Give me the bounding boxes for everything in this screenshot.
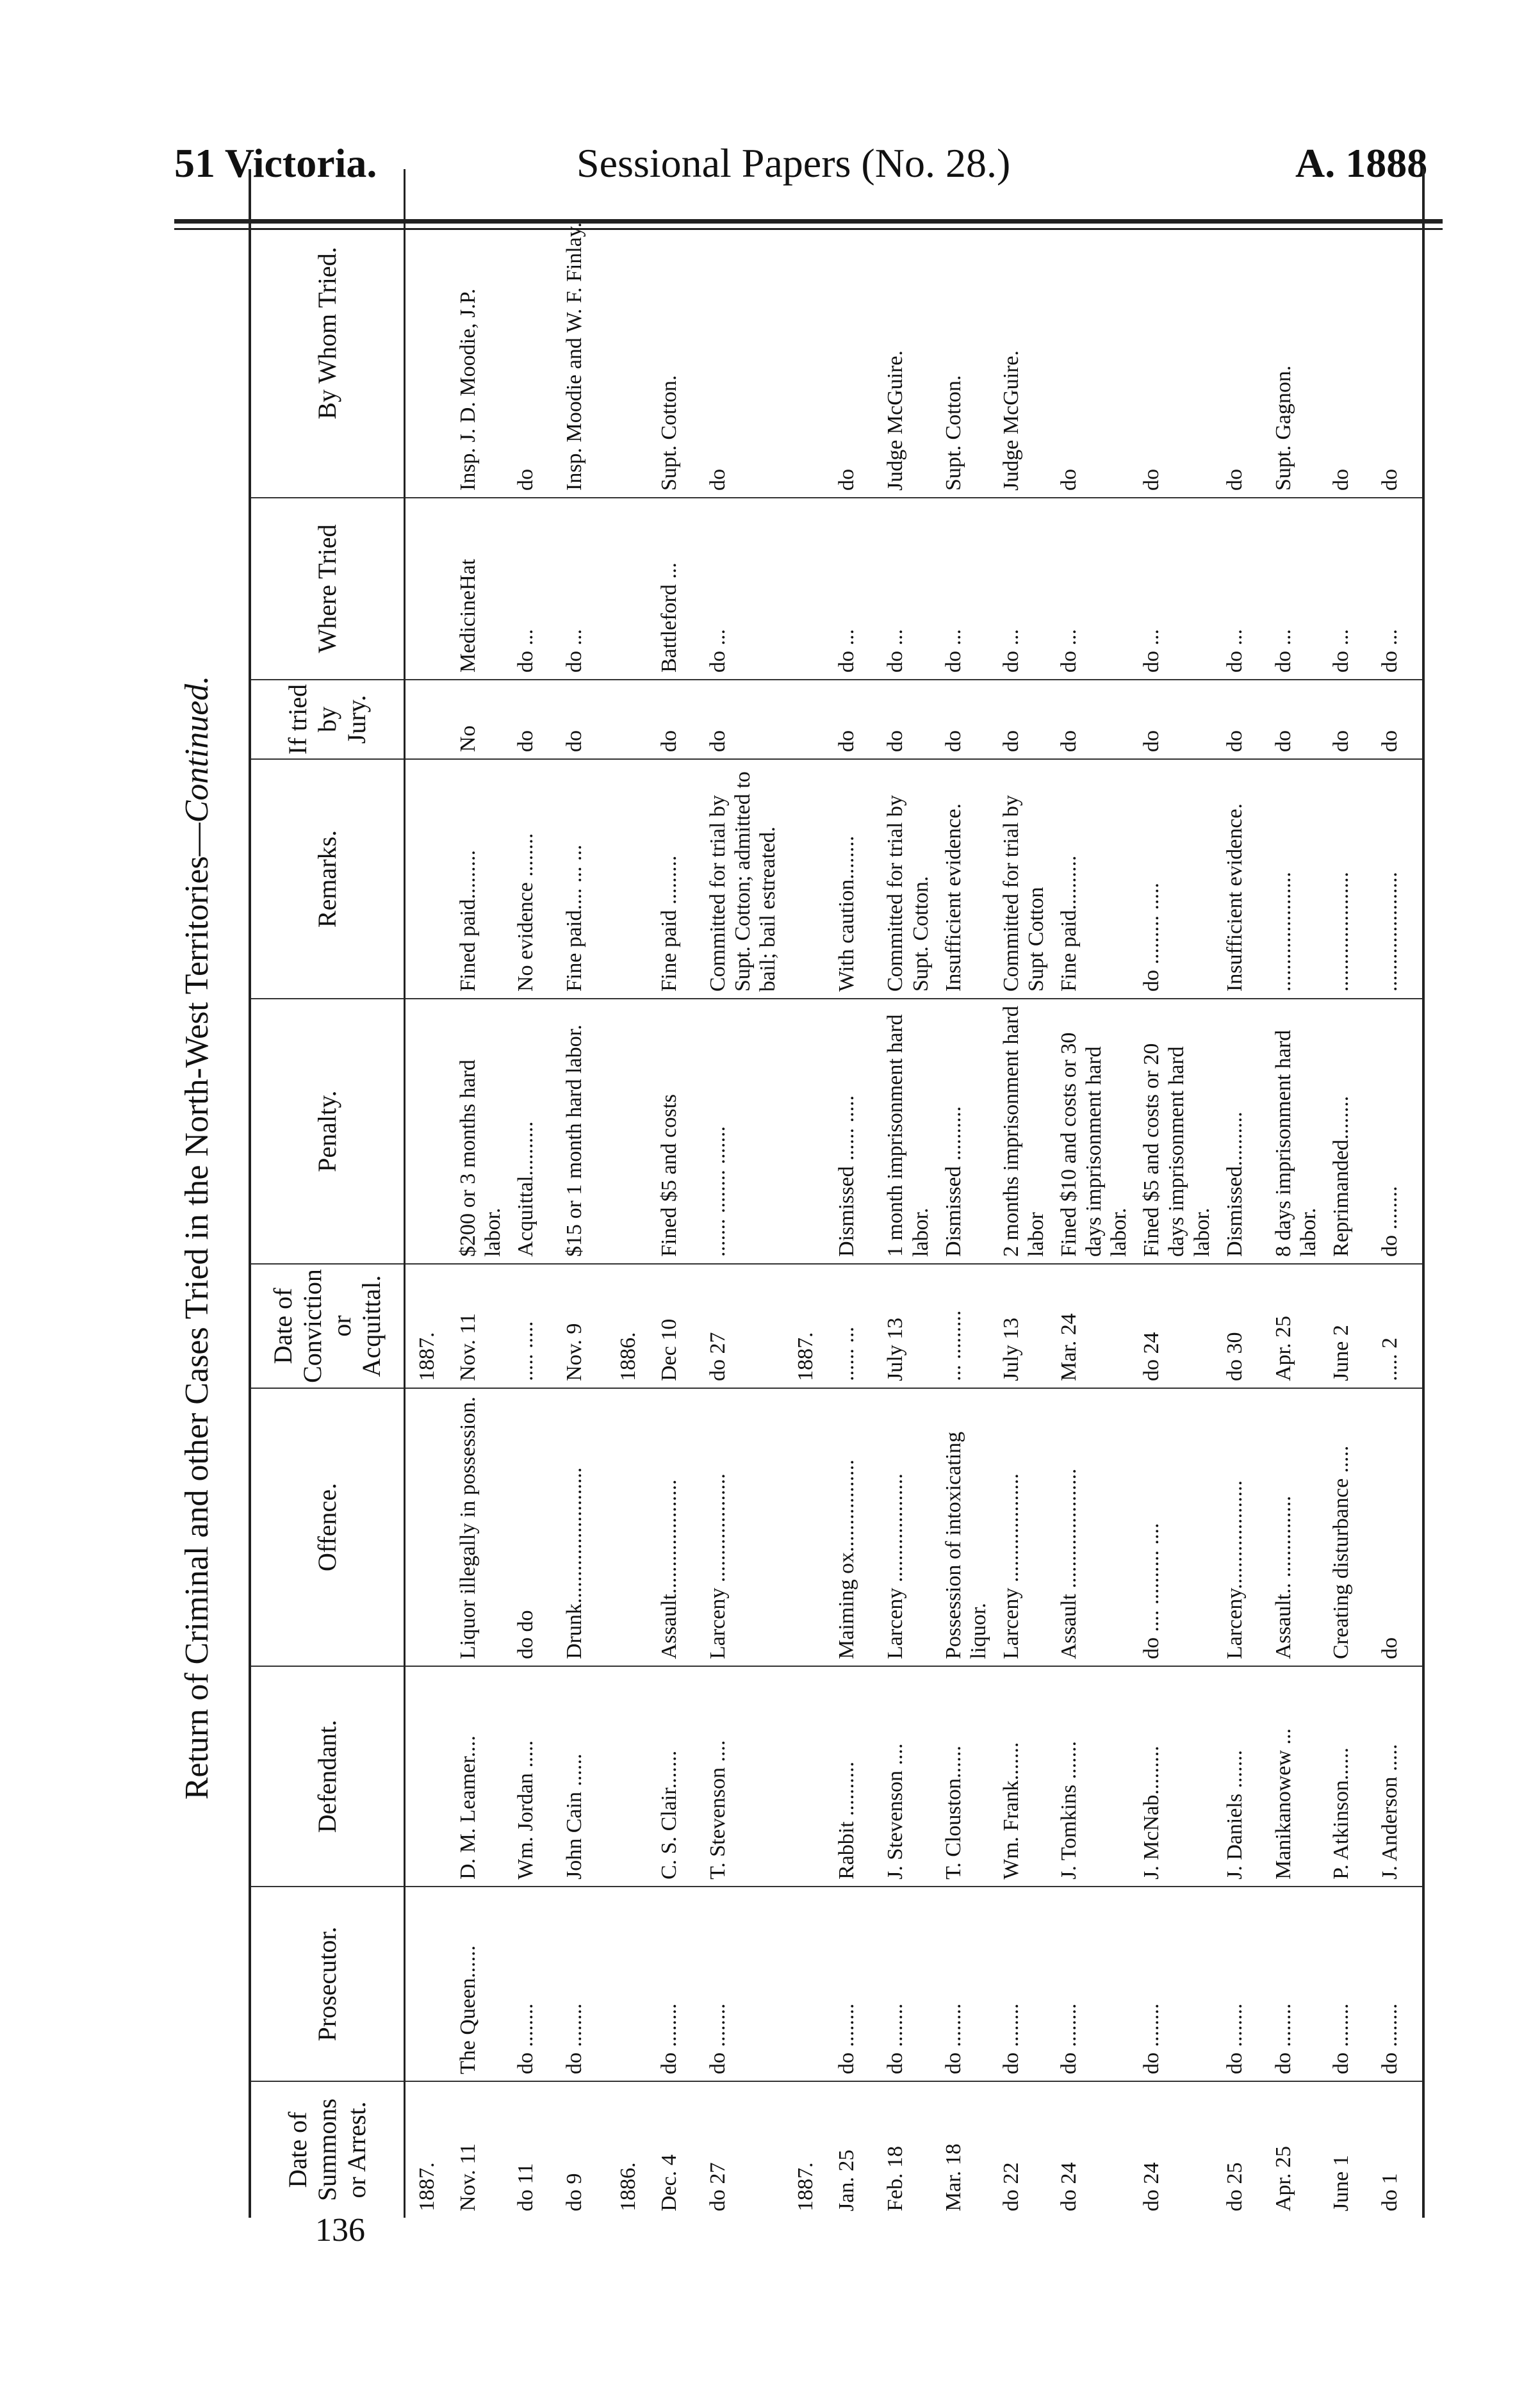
cell-defendant	[607, 1666, 653, 1887]
cell-prosecutor: do ........	[879, 1887, 937, 2081]
cell-conviction-date: Apr. 25	[1267, 1264, 1325, 1388]
table-row	[1267, 169, 1325, 2218]
col-header-where-tried: Where Tried	[250, 498, 405, 680]
cell-by-whom: do	[1140, 469, 1164, 491]
table-row	[653, 169, 701, 2218]
cell-offence: Liquor illegally in possession.	[452, 1388, 509, 1666]
cell-penalty: Fined $10 and costs or 30 days imprisonment hard labor.	[1053, 999, 1135, 1264]
table-row	[830, 169, 879, 2218]
cell-jury: do	[1325, 680, 1373, 759]
cell-penalty: Acquittal..........	[509, 999, 558, 1264]
cell-remarks: No evidence ........	[509, 759, 558, 999]
cell-conviction-date: ...... ...	[830, 1264, 879, 1388]
cell-where-tried: do ...	[1053, 498, 1135, 680]
cell-jury: do	[701, 680, 784, 759]
cell-offence: Assault.. ...............	[1267, 1388, 1325, 1666]
cell-offence	[607, 1388, 653, 1666]
cell-jury: do	[1218, 680, 1267, 759]
cell-where-tried: do ...	[830, 498, 879, 680]
cell-date-arrest: do 22	[995, 2081, 1053, 2218]
cell-jury	[405, 680, 452, 759]
cell-where-tried: do ...	[701, 498, 784, 680]
table-title-continued: Continued.	[179, 675, 215, 823]
cell-offence: Maiming ox.................	[830, 1388, 879, 1666]
year-row	[405, 169, 452, 2218]
cell-remarks: Fine paid .........	[653, 759, 701, 999]
cell-by-whom: Supt. Cotton.	[941, 375, 965, 491]
cell-defendant: Wm. Jordan .....	[509, 1666, 558, 1887]
cell-conviction-date: Nov. 11	[452, 1264, 509, 1388]
table-row	[701, 169, 784, 2218]
cell-jury: do	[509, 680, 558, 759]
cell-conviction-date: 1887.	[405, 1264, 452, 1388]
cell-penalty	[405, 999, 452, 1264]
cell-jury: do	[1135, 680, 1218, 759]
cell-date-arrest: Jan. 25	[830, 2081, 879, 2218]
cell-remarks: Fined paid.........	[452, 759, 509, 999]
cell-offence: Creating disturbance .....	[1325, 1388, 1373, 1666]
cell-defendant: J. Daniels .......	[1218, 1666, 1267, 1887]
cell-conviction-date: ... .........	[937, 1264, 995, 1388]
cell-defendant: J. Anderson .....	[1373, 1666, 1423, 1887]
cell-by-whom	[405, 169, 452, 498]
cell-defendant: J. Tomkins .......	[1053, 1666, 1135, 1887]
col-header-prosecutor: Prosecutor.	[250, 1887, 405, 2081]
page-number: 136	[315, 2212, 365, 2248]
cell-offence: do do	[509, 1388, 558, 1666]
cell-where-tried: do ...	[558, 498, 607, 680]
cell-by-whom: Judge McGuire.	[883, 350, 908, 491]
cell-conviction-date: Nov. 9	[558, 1264, 607, 1388]
cell-date-arrest: Nov. 11	[452, 2081, 509, 2218]
cell-defendant: C. S. Clair.......	[653, 1666, 701, 1887]
cell-conviction-date: do 27	[701, 1264, 784, 1388]
cell-offence: Assault ......................	[1053, 1388, 1135, 1666]
cell-prosecutor: do ........	[653, 1887, 701, 2081]
col-header-penalty: Penalty.	[250, 999, 405, 1264]
cell-defendant: J. Stevenson ....	[879, 1666, 937, 1887]
cell-remarks	[607, 759, 653, 999]
rotated-return-table-block	[159, 222, 1453, 2218]
cell-defendant: Wm. Frank.......	[995, 1666, 1053, 1887]
cell-jury: No	[452, 680, 509, 759]
cell-penalty: $200 or 3 months hard labor.	[452, 999, 509, 1264]
cell-by-whom: do	[835, 469, 859, 491]
cell-by-whom: Judge McGuire.	[999, 350, 1023, 491]
cell-defendant: T. Stevenson ....	[701, 1666, 784, 1887]
table-row	[937, 169, 995, 2218]
cell-remarks: Committed for trial by Supt Cotton	[995, 759, 1053, 999]
cell-conviction-date: July 13	[879, 1264, 937, 1388]
cell-jury: do	[937, 680, 995, 759]
year-row	[607, 169, 653, 2218]
cell-defendant	[405, 1666, 452, 1887]
cell-prosecutor: do ........	[1135, 1887, 1218, 2081]
cell-offence: do .... .......... ....	[1135, 1388, 1218, 1666]
cell-date-arrest: do 24	[1053, 2081, 1135, 2218]
cell-offence: Larceny ....................	[995, 1388, 1053, 1666]
cell-offence	[784, 1388, 830, 1666]
cell-remarks: With caution........	[830, 759, 879, 999]
cell-conviction-date: ..... 2	[1373, 1264, 1423, 1388]
cell-jury: do	[558, 680, 607, 759]
cell-by-whom: Insp. Moodie and W. F. Finlay.	[562, 222, 587, 491]
cell-conviction-date: June 2	[1325, 1264, 1373, 1388]
year-row	[784, 169, 830, 2218]
cell-date-arrest: 1887.	[784, 2081, 830, 2218]
cell-by-whom: Supt. Gagnon.	[1271, 365, 1295, 491]
cell-conviction-date: 1886.	[607, 1264, 653, 1388]
cell-prosecutor: do ........	[1053, 1887, 1135, 2081]
table-row	[1053, 169, 1135, 2218]
cell-where-tried: do ...	[509, 498, 558, 680]
col-header-date-arrest: Date of Summons or Arrest.	[250, 2081, 405, 2218]
table-row	[1325, 169, 1373, 2218]
cell-prosecutor: do ........	[1373, 1887, 1423, 2081]
table-row	[879, 169, 937, 2218]
cell-where-tried: do ...	[1218, 498, 1267, 680]
cell-by-whom: Supt. Cotton.	[657, 375, 682, 491]
cell-date-arrest: do 9	[558, 2081, 607, 2218]
cell-jury	[607, 680, 653, 759]
cell-offence: do	[1373, 1388, 1423, 1666]
cell-conviction-date: Dec 10	[653, 1264, 701, 1388]
cell-penalty: ....... ........ .......	[701, 999, 784, 1264]
cell-prosecutor	[607, 1887, 653, 2081]
cell-prosecutor: do ........	[1218, 1887, 1267, 2081]
cell-conviction-date: 1887.	[784, 1264, 830, 1388]
cell-penalty: Fined $5 and costs	[653, 999, 701, 1264]
header-volume: 51 Victoria.	[174, 140, 377, 186]
cell-penalty	[784, 999, 830, 1264]
cell-prosecutor: do ........	[558, 1887, 607, 2081]
cell-where-tried: Battleford ...	[653, 498, 701, 680]
cell-jury: do	[995, 680, 1053, 759]
cell-prosecutor: do ........	[701, 1887, 784, 2081]
table-title	[159, 258, 236, 2218]
cell-date-arrest: Apr. 25	[1267, 2081, 1325, 2218]
cell-prosecutor: do ........	[1325, 1887, 1373, 2081]
table-header-row	[250, 169, 405, 2218]
cell-by-whom	[784, 169, 830, 498]
cell-by-whom: do	[1329, 469, 1353, 491]
cell-remarks: ......................	[1373, 759, 1423, 999]
cell-remarks	[405, 759, 452, 999]
cell-offence: Larceny ....................	[879, 1388, 937, 1666]
cell-remarks: do ......... .....	[1135, 759, 1218, 999]
cell-penalty: Dismissed ..........	[937, 999, 995, 1264]
table-row	[1373, 169, 1423, 2218]
cell-remarks: ......................	[1325, 759, 1373, 999]
cell-prosecutor	[784, 1887, 830, 2081]
cell-defendant: T. Clouston......	[937, 1666, 995, 1887]
cases-table	[249, 169, 1425, 2218]
cell-offence: Assault.....................	[653, 1388, 701, 1666]
cell-defendant: Rabbit ..........	[830, 1666, 879, 1887]
cell-date-arrest: do 11	[509, 2081, 558, 2218]
cell-date-arrest: 1886.	[607, 2081, 653, 2218]
col-header-remarks: Remarks.	[250, 759, 405, 999]
cell-date-arrest: do 24	[1135, 2081, 1218, 2218]
table-row	[509, 169, 558, 2218]
cell-remarks: Committed for trial by Supt. Cotton; admitted to bail; bail estreated.	[701, 759, 784, 999]
cell-defendant: D. M. Leamer....	[452, 1666, 509, 1887]
cell-conviction-date: ..... .....	[509, 1264, 558, 1388]
cell-jury: do	[1267, 680, 1325, 759]
cell-where-tried	[607, 498, 653, 680]
cell-penalty: $15 or 1 month hard labor.	[558, 999, 607, 1264]
cell-offence: Larceny....................	[1218, 1388, 1267, 1666]
cell-penalty: Reprimanded........	[1325, 999, 1373, 1264]
cell-where-tried: do ...	[937, 498, 995, 680]
cell-date-arrest: June 1	[1325, 2081, 1373, 2218]
table-row	[995, 169, 1053, 2218]
cell-where-tried: do ...	[1135, 498, 1218, 680]
table-row	[558, 169, 607, 2218]
col-header-jury: If tried by Jury.	[250, 680, 405, 759]
cell-remarks: Insufficient evidence.	[937, 759, 995, 999]
cell-jury: do	[1373, 680, 1423, 759]
cell-date-arrest: do 27	[701, 2081, 784, 2218]
header-year: A. 1888	[1295, 140, 1428, 186]
cell-by-whom: do	[1377, 469, 1402, 491]
cell-prosecutor	[405, 1887, 452, 2081]
cell-penalty: Dismissed ...... .....	[830, 999, 879, 1264]
cell-prosecutor: do ........	[509, 1887, 558, 2081]
cell-jury: do	[653, 680, 701, 759]
cell-by-whom	[607, 169, 653, 498]
cell-remarks: Insufficient evidence.	[1218, 759, 1267, 999]
cell-where-tried: do ...	[995, 498, 1053, 680]
cell-jury: do	[879, 680, 937, 759]
cell-prosecutor: do ........	[937, 1887, 995, 2081]
cell-conviction-date: July 13	[995, 1264, 1053, 1388]
cell-date-arrest: Feb. 18	[879, 2081, 937, 2218]
cell-prosecutor: The Queen......	[452, 1887, 509, 2081]
cell-date-arrest: do 1	[1373, 2081, 1423, 2218]
cell-date-arrest: do 25	[1218, 2081, 1267, 2218]
cell-where-tried: MedicineHat	[452, 498, 509, 680]
cell-prosecutor: do ........	[1267, 1887, 1325, 2081]
cell-penalty: 8 days imprisonment hard labor.	[1267, 999, 1325, 1264]
cell-jury	[784, 680, 830, 759]
cell-remarks: Fine paid.... ... ...	[558, 759, 607, 999]
cell-date-arrest: Dec. 4	[653, 2081, 701, 2218]
cell-penalty: Fined $5 and costs or 20 days imprisonment hard labor.	[1135, 999, 1218, 1264]
cell-by-whom: do	[1057, 469, 1081, 491]
cell-penalty: Dismissed..........	[1218, 999, 1267, 1264]
cell-penalty	[607, 999, 653, 1264]
cell-conviction-date: do 24	[1135, 1264, 1218, 1388]
cell-jury: do	[830, 680, 879, 759]
header-title: Sessional Papers (No. 28.)	[577, 140, 1011, 186]
col-header-conviction-date: Date of Conviction or Acquittal.	[250, 1264, 405, 1388]
cell-date-arrest: 1887.	[405, 2081, 452, 2218]
cell-by-whom: do	[514, 469, 538, 491]
cell-where-tried: do ...	[1267, 498, 1325, 680]
table-title-main: Return of Criminal and other Cases Tried in the North-West Territories—	[179, 823, 215, 1800]
cell-remarks: ......................	[1267, 759, 1325, 999]
table-row	[452, 169, 509, 2218]
table-row	[1135, 169, 1218, 2218]
table-body	[405, 169, 1423, 2218]
col-header-by-whom: By Whom Tried.	[250, 169, 405, 498]
cell-offence	[405, 1388, 452, 1666]
cell-prosecutor: do ........	[830, 1887, 879, 2081]
cell-penalty: do ........	[1373, 999, 1423, 1264]
cell-offence: Possession of intoxicating liquor.	[937, 1388, 995, 1666]
cell-where-tried: do ...	[879, 498, 937, 680]
cell-offence: Drunk.........................	[558, 1388, 607, 1666]
cell-offence: Larceny ....................	[701, 1388, 784, 1666]
cell-by-whom: do	[706, 469, 730, 491]
cell-conviction-date: do 30	[1218, 1264, 1267, 1388]
cell-penalty: 2 months imprisonment hard labor	[995, 999, 1053, 1264]
cell-where-tried: do ...	[1325, 498, 1373, 680]
cell-conviction-date: Mar. 24	[1053, 1264, 1135, 1388]
cell-penalty: 1 month imprisonment hard labor.	[879, 999, 937, 1264]
cell-remarks	[784, 759, 830, 999]
cell-defendant: Manikanowew ...	[1267, 1666, 1325, 1887]
cell-date-arrest: Mar. 18	[937, 2081, 995, 2218]
cell-by-whom: do	[1222, 469, 1247, 491]
cell-prosecutor: do ........	[995, 1887, 1053, 2081]
cell-defendant: J. McNab.........	[1135, 1666, 1218, 1887]
cell-defendant	[784, 1666, 830, 1887]
cell-where-tried	[405, 498, 452, 680]
cell-remarks: Fine paid..........	[1053, 759, 1135, 999]
cell-where-tried: do ...	[1373, 498, 1423, 680]
cell-remarks: Committed for trial by Supt. Cotton.	[879, 759, 937, 999]
cell-by-whom: Insp. J. D. Moodie, J.P.	[456, 288, 480, 491]
cell-jury: do	[1053, 680, 1135, 759]
cell-defendant: P. Atkinson......	[1325, 1666, 1373, 1887]
cell-where-tried	[784, 498, 830, 680]
col-header-defendant: Defendant.	[250, 1666, 405, 1887]
table-row	[1218, 169, 1267, 2218]
col-header-offence: Offence.	[250, 1388, 405, 1666]
cell-defendant: John Cain ......	[558, 1666, 607, 1887]
